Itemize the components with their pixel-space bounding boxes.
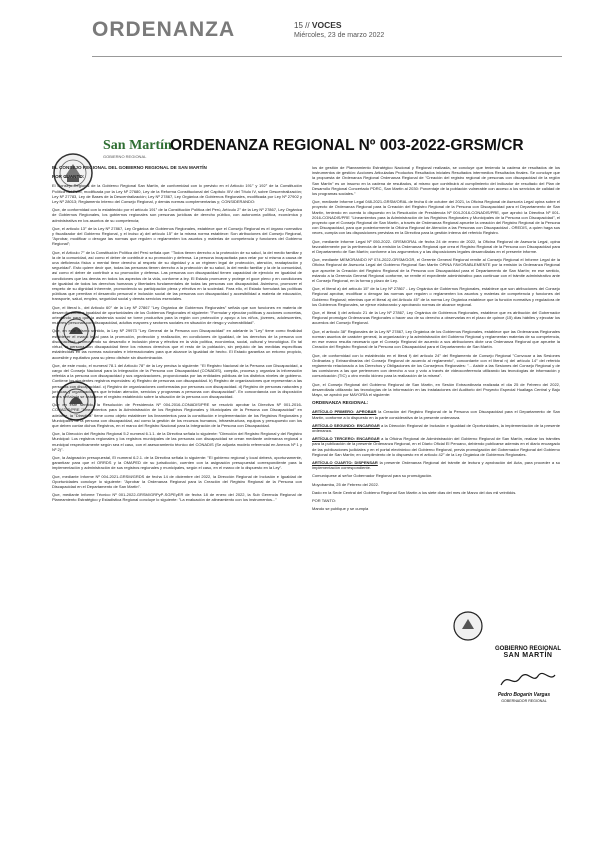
paragraph [52, 492, 302, 502]
paragraph-text: Que, mediante Informe Nº 004-2021-GRSM/GRDS de fecha 14 de diciembre del 2022, la Dirección Regional de Inclusión e Igualdad de Oportunidades concluye lo siguiente: "Aprobar la Ordenanza Regional para la Creación del Registro Regional de la Persona con Discapacidad en el Departamento de San Martín". [52, 473, 302, 489]
paragraph-text: Dado en la Sede Central del Gobierno Regional San Martín a los siete días del mes de Marzo del dos mil veintidós. [312, 489, 517, 495]
page-meta [294, 20, 342, 30]
government-logo [492, 646, 564, 672]
paragraph-text: a la Oficina Regional de Administración del Gobierno Regional de San Martín, realizar los trámites para la publicación de la presente Ordenanza Regional, en el Diario Oficial El Peruano, debiendo publicarse además en el diario encargado de las publicaciones judiciales y en el portal electrónico del Gobierno Regional, previa promulgación del Gobernador Regional del Gobierno Regional de San Martín; en cumplimiento de lo dispuesto en el artículo 42° de la Ley Orgánica de Gobiernos Regionales. [312, 436, 560, 457]
paragraph [312, 460, 560, 470]
header-rule [92, 56, 562, 57]
paragraph-text: la presente Ordenanza Regional del trámite de lectura y aprobación del Acta, para proceder a su implementación correspondiente. [312, 459, 560, 471]
seal-icon [452, 610, 484, 642]
paragraph-text: Que, en este mismo sentido, la Ley Nº 29973 "Ley General de la Persona con Discapacidad" en adelante la "Ley" tiene como finalidad establecer el marco legal para la promoción, protección y realización, en condiciones de igualdad, de los derechos de la persona con discapacidad, promoviendo su desarrollo e inclusión plena y efectiva en la vida política, económica, social, cultural y tecnológica. En tal virtud, la persona con discapacidad tiene los mismos derechos que el resto de la población, sin perjuicio de las medidas específicas establecidas en las normas nacionales e internacionales para que alcance la igualdad de hecho. El Estado garantiza un entorno propicio, accesible y equitativo para su pleno disfrute sin discriminación. [52, 328, 302, 360]
paragraph [312, 436, 560, 457]
section-heading [52, 174, 302, 179]
logo-line-1: GOBIERNO REGIONAL [494, 646, 561, 652]
paragraph [312, 329, 560, 350]
paragraph-text: POR CUANTO: [52, 174, 85, 180]
paragraph [52, 183, 302, 204]
article-label: ARTÍCULO CUARTO: DISPENSAR [312, 459, 378, 465]
paragraph [312, 409, 560, 419]
paragraph-text: a la Dirección Regional de Inclusión e Igualdad de Oportunidades, la implementación de la presente ordenanza. [312, 422, 560, 433]
paragraph-text: Que, el artículo 13° de la Ley Nº 27867, Ley Orgánica de Gobiernos Regionales, establece que el Consejo Regional es el órgano normativo y fiscalizador del Gobierno Regional, y el inciso a) del artículo 15° de la misma norma establece: Son atribuciones del Consejo Regional, "Aprobar, modificar o derogar las normas que regulen o reglamenten los asuntos y materias de competencia y funciones del Gobierno Regional"; [52, 225, 302, 247]
newspaper-name: VOCES [311, 20, 342, 30]
paragraph-text: ORDENANZA REGIONAL: [312, 400, 369, 406]
signer-name: Pedro Bogarín Vargas [497, 692, 551, 698]
paragraph-text: Que, de conformidad con lo establecido en el literal f) del artículo 24° del Reglamento de Consejo Regional "Convocar a las Sesiones Ordinarias y Extraordinarias del Consejo Regional de acuerdo al reglamento", concordante con el literal n) del artículo 14° del referido reglamento relacionado a los Derechos y Obligaciones de los Consejeros Regionales: "... Asistir a las Sesiones del Consejo Regional y de las comisiones a las que pertenecen con derecho a voz y voto a través de videoconferencia utilizando las tecnologías de información y comunicación (TIC) u otro medio idóneo para la realización de la misma". [312, 352, 560, 379]
signature-block [452, 610, 562, 710]
paragraph-text: Que, el literal i) del artículo 21 de la Ley Nº 27867, Ley Orgánica de Gobiernos Regionales, establece que es atribución del Gobernador Regional promulgar Ordenanzas Regionales o hacer uso de su derecho a observarlas en el plazo de quince (15) días hábiles y ejecutar los acuerdos del Consejo Regional. [312, 310, 560, 326]
page-header [92, 18, 552, 58]
paragraph-text: Que, mediante MEMORANDO Nº 074-2022-GRSM/GGR, el Gerente General Regional remite al Consejo Regional el Informe Legal de la Oficina Regional de Asesoría Legal del Gobierno Regional San Martín OPINA FAVORABLEMENTE por la emisión la Ordenanza Regional que apruebe la Creación del Registro Regional de la Persona con Discapacidad para el Departamento de San Martín; en ese sentido, estando a la Gerencia General Regional conforme, se remite el expediente administrativo para continuar con el trámite administrativo ante el Consejo Regional, en la forma y plazo de Ley. [312, 257, 560, 284]
brand-subtitle: GOBIERNO REGIONAL [103, 154, 147, 159]
paragraph [52, 455, 302, 471]
paragraph-text: Que, el Consejo Regional del Gobierno Regional de San Martín, en Sesión Extraordinaria realizada el día 25 de Febrero del 2022, desarrollada utilizando las tecnologías de la información en las instalaciones del Auditorio del Proyecto Especial Huallaga Central y Bajo Mayo, se aprobó por MAYORÍA el siguiente: [312, 381, 560, 397]
paragraph [52, 363, 302, 399]
paragraph-text: Comuníquese al señor Gobernador Regional para su promulgación. [312, 473, 433, 479]
paragraph [52, 305, 302, 326]
paragraph [312, 199, 560, 235]
paragraph-text: Que, de conformidad con lo establecido por el artículo 191° de la Constitución Política del Perú, Artículo 2° de la Ley Nº 27867, Ley Orgánica de Gobiernos Regionales, los gobiernos regionales son personas jurídicas de derecho público, con autonomía política, económica y administrativa en los asuntos de su competencia; [52, 207, 302, 223]
paragraph-text: Que, el artículo 38° Regionales de la Ley Nº 27867, Ley Orgánica de los Gobiernos Regionales, establece que las Ordenanzas Regionales norman asuntos de carácter general, la organización y la administración del Gobierno Regional y reglamentan materias de su competencia, en ese marco resulta necesario que el Consejo Regional de acuerdo a sus atribuciones dicte una Ordenanza Regional que apruebe la Creación del Registro Regional de la Persona con Discapacidad para el Departamento de San Martín. [312, 328, 560, 350]
paragraph [52, 402, 302, 428]
paragraph [312, 165, 560, 196]
page-separator: // [305, 21, 310, 30]
paragraph [312, 473, 560, 478]
paragraph [312, 257, 560, 283]
paragraph [312, 490, 560, 495]
paragraph [312, 239, 560, 255]
paragraph-text: EL CONSEJO REGIONAL DEL GOBIERNO REGIONAL DE SAN MARTÍN [52, 165, 207, 170]
paragraph-text: Que, el literal k., del Artículo 60° de la Ley Nº 27867 "Ley Orgánica de Gobiernos Regionales" señala que son funciones en materia de desarrollo social e igualdad de oportunidades de los Gobiernos Regionales el siguiente: "Formular y ejecutar políticas y acciones concretas, orientando para que la asistencia social se torne productiva para la región con protección y apoyo a los niños, jóvenes, adolescentes, mujeres, personas con discapacidad, adultos mayores y sectores sociales en situación de riesgo y vulnerabilidad". [52, 304, 302, 326]
paragraph [52, 207, 302, 223]
paragraph [312, 286, 560, 307]
paragraph-text: El Consejo Regional de la Gobierno Regional San Martín, de conformidad con lo previsto en el Artículo 191° y 192° de la Constitución Política del Perú, modificada por la Ley Nº 27680, Ley de la Reforma Constitucional del Capítulo XIV del Título IV, sobre Descentralización; Ley Nº 27783, Ley de Bases de la Descentralización; Ley Nº 27867, Ley Orgánica de Gobiernos Regionales, modificada por Ley Nº 27902 y Ley Nº 28013; Reglamento Interno del Consejo Regional, y demás normas complementarias y; CONSIDERANDO: [52, 183, 302, 205]
signer-role: GOBERNADOR REGIONAL [501, 699, 547, 703]
issue-date: Miércoles, 23 de marzo 2022 [294, 32, 385, 39]
paragraph [312, 498, 560, 503]
paragraph-text: Moyobamba, 25 de Febrero del 2022. [312, 481, 379, 487]
section-heading [52, 165, 302, 170]
paragraph-text: Que, el Artículo 7° de la Constitución Política del Perú señala que: "Todos tienen derecho a la protección de su salud, la del medio familiar y la de la comunidad, así como el deber de contribuir a su promoción y defensa. La persona incapacitada para velar por sí misma a causa de una deficiencia física o mental tiene derecho al respeto de su dignidad y a un régimen legal de protección, atención, readaptación y seguridad". Esto quiere decir que, todas las personas tienen derecho a la protección de su salud, la del medio familiar y la de la comunidad, así como el deber de contribuir a su promoción y defensa. Las personas con discapacidad tienen capacidad de ejercicio en igualdad de condiciones que las demás en todos los aspectos de la vida, conforme a ley. El Estado promueve y protege el goce pleno y en condiciones de igualdad de todos los derechos humanos y libertades fundamentales de todas las personas con discapacidad. Asimismo, promover el respeto de su dignidad inherente, promoviendo su participación plena y efectiva en la sociedad. Para ello, el Estado formulará las políticas públicas que permitan el desarrollo personal e inclusión social de las personas con discapacidad y accesibilidad a materia de educación, transporte, salud, empleo, seguridad social y demás servicios esenciales. [52, 249, 302, 302]
paragraph [52, 328, 302, 359]
handwritten-signature-icon [498, 670, 558, 690]
paragraph-text: Que en este sentido, la Resolución de Presidencia Nº 004-2016-CONADIS/PRE se resolvió aprobar la Directiva Nº 001-2016-CONADIS/PRE "Lineamientos para la Administración de los Registros Regionales y Municipales de la Persona con Discapacidad" en adelante, la "Directiva" tiene como objeto establecer los lineamientos para la constitución e implementación de los Registros Regionales y Municipales de la persona con discapacidad, así como la gestión de los recursos humanos, infraestructura, equipos y presupuesto con los que deben contar dichos Registros, en el marco del Registro Nacional para la Integración de la Persona con Discapacidad. [52, 402, 302, 428]
paragraph-text: Que, la Dirección del Registro Regional 5.2 numeral 6.1.1. de la Directiva señala lo siguiente: "Dirección del Registro Regional y del Registro Municipal: Los registros regionales y los registros municipales de las personas con discapacidad se crean mediante ordenanza regional o municipal respectivamente según sea el caso, con el asesoramiento técnico del CONADIS (Se adjunta modelo referencial en Anexos Nº 1 y Nº 2)". [52, 431, 302, 452]
paragraph [312, 310, 560, 326]
paragraph-text: la Creación del Registro Regional de la Persona con Discapacidad para el Departamento de San Martín, conforme a lo dispuesto en la parte considerativa de la presente ordenanza. [312, 409, 560, 420]
paragraph [52, 474, 302, 490]
paragraph [52, 250, 302, 302]
brand-name: San Martín [103, 138, 172, 153]
paragraph [312, 506, 560, 511]
document-title: ORDENANZA REGIONAL Nº 003-2022-GRSM/CR [170, 137, 524, 154]
paragraph-text: Mando se publique y se cumpla [312, 506, 369, 512]
paragraph [52, 226, 302, 247]
article-label: ARTÍCULO SEGUNDO: ENCARGAR [312, 422, 380, 428]
paragraph [312, 353, 560, 379]
paragraph-text: Que, el literal a) del artículo 15° de la Ley Nº 27867 - Ley Orgánica de Gobiernos Regionales, establece que son atribuciones del Consejo Regional aprobar, modificar o derogar las normas que regulen o reglamenten los asuntos y materias de competencia y funciones del Gobierno Regional; mientras que el literal a) del Artículo 45° de la norma Ley Orgánica establece que la función normativa y reguladora de los Gobiernos Regionales, se ejerce elaborando y aprobando normas de alcance regional. [312, 286, 560, 307]
paragraph-text: Que, mediante Informe Legal 048-2021-GRSM/ORAL de fecha 6 de octubre del 2021, la Oficina Regional de Asesoría Legal opina sobre el proyecto de Ordenanza Regional para la Creación del Registro Regional de la Persona con Discapacidad para el Departamento de San Martín, teniendo en cuenta lo dispuesto en la Resolución de Presidencia Nº 004-2016-CONADIS/PRE, que aprobó la Directiva Nº 001-2016-CONADIS/PRE "Lineamientos para la Administración de los Registros Regionales y Municipales de la Persona con Discapacidad", el proyecto que el Consejo Regional de San Martín, a través de Ordenanza Regional apruebe la creación del Registro Regional de la Persona con Discapacidad, para que posteriormente la Oficina Regional de Atención a las Personas con Discapacidad - OREDIS, a quien haga sus veces, cumpla con las disposiciones previstas en la Directiva para la gestión interna del referido Registro. [312, 199, 560, 236]
paragraph [312, 382, 560, 398]
left-column [52, 165, 302, 506]
paragraph-text: Que, la Asignación presupuestal, El numeral 6.2.1. de la Directiva señala lo siguiente: "El gobierno regional y local deberá, oportunamente, garantizar para que el ORRDS y la OMAPED de su jurisdicción, cuenten con la asignación presupuestal correspondiente para la implementación y administración de sus registros regionales y municipales, según el caso, en el marco de lo dispuesto en la Ley". [52, 454, 302, 471]
paragraph [312, 423, 560, 433]
paragraph-text: Que, mediante Informe Legal Nº 050-2022- GRSM/ORAL de fecha 24 de enero de 2022, la Oficina Regional de Asesoría Legal, opina favorablemente por la pertinencia de la emisión la Ordenanza Regional que crea el Registro Regional de la Persona con Discapacidad para el Departamento de San Martín; conforme a los argumentos y a las disposiciones legales desarrolladas en el presente informe. [312, 238, 560, 255]
paragraph-text: Que, de este modo, el numeral 78.1 del Artículo 78° de la Ley precisa lo siguiente: "El Registro Nacional de la Persona con Discapacidad, a cargo del Consejo Nacional para la Integración de la Persona con Discapacidad (CONADIS), compila, procesa y organiza la información referida a la persona con discapacidad y sus organizaciones, proporcionada por las entidades públicas de los distintos niveles de gobierno. Contiene los siguientes registros especiales: a) Registro de personas con discapacidad. b) Registro de organizaciones que representan a las personas con discapacidad. c) Registro de organizaciones conformadas por personas con discapacidad. d) Registro de personas naturales y jurídicas y organizaciones que brindan atención, servicios y programas a personas con discapacidad". En concordancia con la disposición antes señalada se establece el registro establecido sobre la situación de la persona con discapacidad. [52, 362, 302, 399]
paragraph-text: POR TANTO: [312, 497, 337, 503]
paragraph-text: los de gestión de Planeamiento Estratégico Nacional y Regional realizada, se concluye que teniendo la cadena de resultados de los instrumentos de gestión: Acciones Articuladas Productos Resultados iniciales Resultados intermedios Resultados finales. Se concluye que la propuesta de Ordenanza Regional Ordenanza Regional de "Creación del registro regional de personas con discapacidad de la región San Martín" es un insumo en la cadena de resultados, al mismo que contribuirá al cumplimiento del indicador de resultado del Plan de Desarrollo Regional Concertado PDRC, San Martín al 2030: Porcentaje de la población vulnerable con acceso a los servicios de calidad de los programas sociales." [312, 165, 560, 197]
paragraph-text: Que, mediante Informe Técnico Nº 001-2022-GRSM/GRPyP-SGPEyER de fecha 18 de enero del 2022, la Sub Gerencia Regional de Planeamiento Estratégico y Estadística Regional concluye lo siguiente: "La evaluación de alineamiento con los instrumentos..." [52, 492, 302, 503]
logo-line-2: SAN MARTÍN [503, 652, 553, 659]
paragraph [52, 431, 302, 452]
page-number: 15 [294, 21, 303, 30]
article-label: ARTÍCULO TERCERO: ENCARGAR [312, 436, 380, 442]
section-heading [312, 400, 560, 405]
right-column [312, 165, 560, 514]
paragraph [312, 482, 560, 487]
section-title: ORDENANZA [92, 18, 236, 41]
article-label: ARTÍCULO PRIMERO: APROBAR [312, 409, 377, 415]
